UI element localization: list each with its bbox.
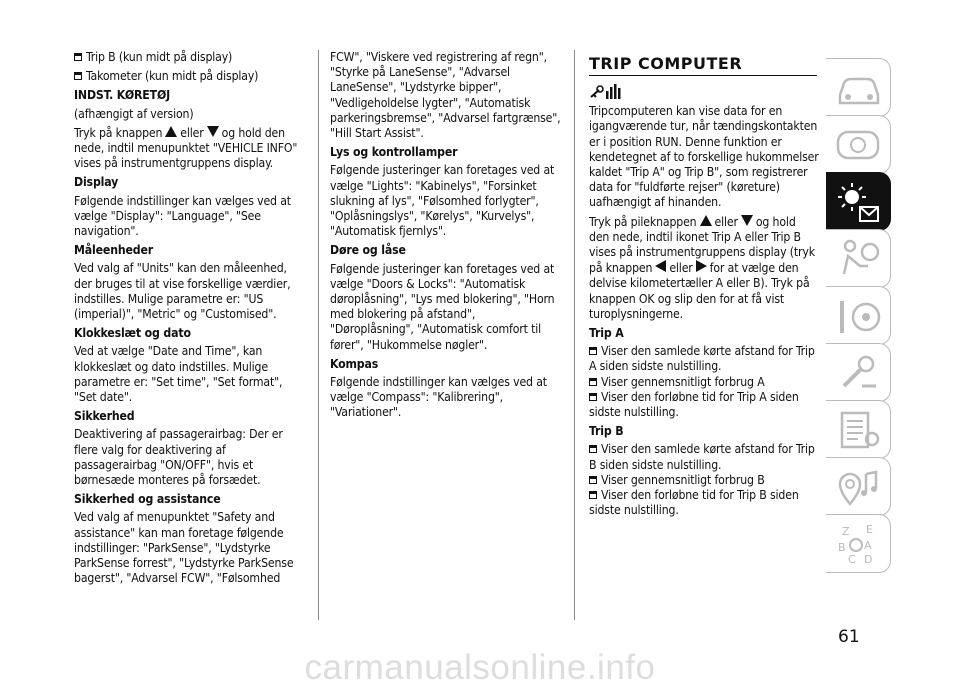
para-sikass: Ved valg af menupunktet "Safety and assistance" kan man foretage følgende indstillinger: "ParkSense", "Lydstyrke ParkSense forrest", "Lydstyrke ParkSense bagerst", "Advarsel FCW", "Følsomhed <box>74 510 294 586</box>
heading-sikker: Sikkerhed <box>74 409 135 424</box>
left-arrow-icon <box>655 260 666 272</box>
para-klokke: Ved at vælge "Date and Time", kan klokkeslæt og dato indstilles. Mulige parametre er: "Set time", "Set format", "Set date". <box>74 344 283 405</box>
trip-a-item-1: Viser den samlede kørte afstand for Trip A siden sidste nulstilling. <box>589 344 815 374</box>
para-maale: Ved valg af "Units" kan den måleenhed, der bruges til at vise forskellige værdier, indstilles. Mulige parametre er: "US (imperial)", "Metric" og "Customised". <box>74 261 291 322</box>
bullet-icon <box>589 445 597 453</box>
bullet-takometer: Takometer (kun midt på display) <box>74 69 306 84</box>
instrument-cluster-icon <box>834 122 884 168</box>
heading-display: Display <box>74 175 119 190</box>
bullet-icon <box>589 378 597 386</box>
bullet-trip-b: Trip B (kun midt på display) <box>74 50 306 65</box>
heading-maale: Måleenheder <box>74 243 154 258</box>
svg-text:A: A <box>864 539 872 552</box>
steering-wheel-icon <box>834 293 884 339</box>
trip-b-item-3: Viser den forløbne tid for Trip B siden sidste nulstilling. <box>589 488 799 518</box>
sidebar-tab-instrument-cluster[interactable] <box>826 115 891 174</box>
trip-computer-icon <box>589 82 625 100</box>
wrench-service-icon <box>834 350 884 396</box>
heading-indst: INDST. KØRETØJ <box>74 88 171 103</box>
svg-text:B: B <box>838 541 846 554</box>
airbag-safety-icon <box>834 236 884 282</box>
heading-trip-a: Trip A <box>589 326 624 341</box>
para-sikker: Deaktivering af passagerairbag: Der er flere valg for deaktivering af passagerairbag "ON/OFF", hvis et børnesæde monteres på forsædet. <box>74 427 283 488</box>
up-arrow-icon <box>700 215 712 226</box>
svg-text:D: D <box>864 553 873 566</box>
para-kompas: Følgende indstillinger kan vælges ved at vælge "Compass": "Kalibrering", "Variationer". <box>330 375 547 420</box>
sidebar-tab-specifications[interactable] <box>826 400 891 459</box>
trip-a-item-2: Viser gennemsnitligt forbrug A <box>589 375 819 390</box>
column-divider-1 <box>318 50 319 620</box>
para-pile: Tryk på pileknappen eller og hold den nede, indtil ikonet Trip A eller Trip B vises på instrumentgruppens display (tryk på knappen eller for at vælge den delvise kilometertæller A eller B). Tryk på knappen OK og slip den for at få vist turoplysningerne. <box>589 214 815 321</box>
svg-text:Z: Z <box>842 525 850 538</box>
para-display: Følgende indstillinger kan vælges ved at vælge "Display": "Language", "See navigation". <box>74 193 291 239</box>
sidebar-tab-alphabetical-index[interactable] <box>826 514 891 573</box>
svg-text:C: C <box>848 553 856 566</box>
column-2 <box>330 50 562 425</box>
sidebar-tab-airbag-safety[interactable] <box>826 229 891 288</box>
para-version: (afhængigt af version) <box>74 106 194 121</box>
watermark: carmanualsonline.info <box>304 648 656 687</box>
heading-trip-b: Trip B <box>589 424 624 439</box>
sidebar-tab-car-overview[interactable] <box>826 58 891 117</box>
heading-kompas: Kompas <box>330 356 379 371</box>
up-arrow-icon <box>165 126 177 137</box>
bullet-icon <box>589 393 597 401</box>
column-3 <box>589 50 819 522</box>
multimedia-icon <box>834 464 884 510</box>
alphabetical-index-icon <box>834 521 884 567</box>
para-doere: Følgende justeringer kan foretages ved at vælge "Doors & Locks": "Automatisk døroplåsning", "Lys med blokering", "Horn med blokering på afstand", "Døroplåsning", "Automatisk comfort til fører", "Hukommelse nøgler". <box>330 261 555 352</box>
para-tryk: Tryk på knappen eller og hold den nede, indtil menupunktet "VEHICLE INFO" vises på instrumentgruppens display. <box>74 125 298 171</box>
heading-lys: Lys og kontrollamper <box>330 145 458 160</box>
heading-sikass: Sikkerhed og assistance <box>74 492 221 507</box>
specifications-list-icon <box>834 407 884 453</box>
bullet-icon <box>589 476 597 484</box>
para-intro: Tripcomputeren kan vise data for en igangværende tur, når tændingskontakten er i position RUN. Denne funktion er kendetegnet af to forskellige hukommelser kaldet "Trip A" og Trip B", som registrerer data for "fuldførte rejser" (køreture) uafhængigt af hinanden. <box>589 104 819 210</box>
down-arrow-icon <box>207 126 219 137</box>
heading-doere: Døre og låse <box>330 243 406 258</box>
bullet-icon <box>589 347 597 355</box>
bullet-icon <box>74 53 82 61</box>
page-number: 61 <box>838 627 860 647</box>
trip-b-item-2: Viser gennemsnitligt forbrug B <box>589 473 819 488</box>
heading-klokke: Klokkeslæt og dato <box>74 326 191 341</box>
section-title: TRIP COMPUTER <box>589 56 817 76</box>
sidebar-tab-wrench-service[interactable] <box>826 343 891 402</box>
car-overview-icon <box>834 65 884 111</box>
column-1 <box>74 50 306 591</box>
lights-display-icon <box>834 179 884 225</box>
svg-text:E: E <box>866 523 873 536</box>
sidebar-tab-multimedia[interactable] <box>826 457 891 516</box>
sidebar-tab-steering-wheel[interactable] <box>826 286 891 345</box>
sidebar-tab-lights-display[interactable] <box>826 172 891 231</box>
bullet-icon <box>589 491 597 499</box>
trip-a-item-3: Viser den forløbne tid for Trip A siden sidste nulstilling. <box>589 389 799 420</box>
trip-b-item-1: Viser den samlede kørte afstand for Trip B siden sidste nulstilling. <box>589 442 815 472</box>
column-divider-2 <box>574 50 575 620</box>
down-arrow-icon <box>741 215 753 226</box>
right-arrow-icon <box>696 260 707 272</box>
para-cont: FCW", "Viskere ved registrering af regn", "Styrke på LaneSense", "Advarsel LaneSense", "Lydstyrke bipper", "Vedligeholdelse lygter", "Automatisk parkeringsbremse", "Advarsel fartgrænse", "Hill Start Assist". <box>330 50 561 141</box>
bullet-icon <box>74 72 82 80</box>
para-lys: Følgende justeringer kan foretages ved at vælge "Lights": "Kabinelys", "Forsinket slukning af lys", "Følsomhed forlygter", "Oplåsningslys", "Kørelys", "Kurvelys", "Automatisk fjernlys". <box>330 163 555 239</box>
